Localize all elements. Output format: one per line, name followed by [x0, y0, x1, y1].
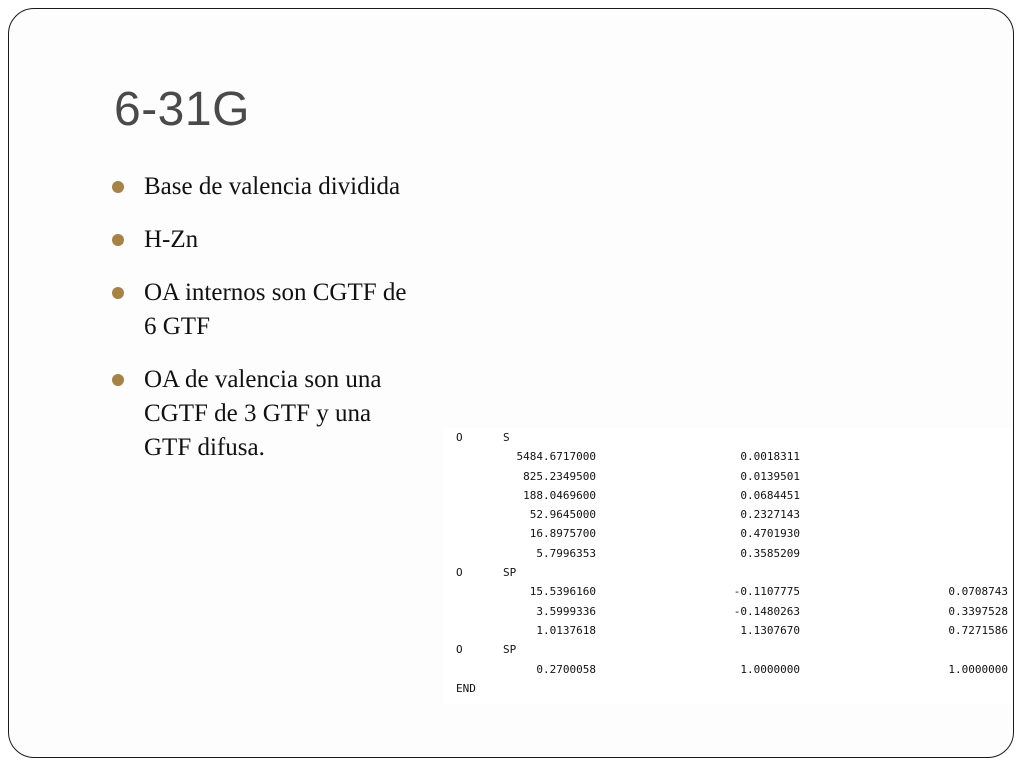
primitive-row [443, 582, 1012, 601]
bullet-item [110, 170, 510, 204]
coefficient: 0.2327143 [740, 508, 800, 522]
primitive-row [443, 505, 1012, 524]
bullet-text: Base de valencia dividida [144, 173, 401, 200]
bullet-item [110, 276, 510, 344]
primitive-row [443, 544, 1012, 563]
shell-type: SP [503, 566, 517, 580]
shell-atom: O [456, 431, 463, 444]
primitive-row [443, 602, 1012, 621]
bullet-dot-icon [112, 287, 124, 299]
slide-title: 6-31G [114, 83, 250, 136]
shell-type: S [503, 431, 510, 444]
coefficient: -0.1480263 [733, 604, 800, 618]
exponent: 0.2700058 [536, 662, 596, 676]
shell-atom: O [456, 566, 463, 580]
bullet-text: 6 GTF [144, 313, 210, 340]
exponent: 52.9645000 [529, 508, 596, 522]
bullet-dot-icon [112, 374, 124, 386]
primitive-row [443, 467, 1012, 486]
coefficient: 0.4701930 [740, 527, 800, 541]
bullet-dot-icon [112, 234, 124, 246]
coefficient: 0.0684451 [740, 488, 800, 502]
coefficient-p: 0.3397528 [948, 604, 1008, 618]
exponent: 16.8975700 [529, 527, 596, 541]
primitive-row [443, 486, 1012, 505]
exponent: 188.0469600 [523, 488, 596, 502]
basis-set-listing [443, 428, 1012, 704]
bullet-text: GTF difusa. [144, 434, 265, 461]
shell-header [443, 428, 1012, 447]
coefficient-p: 0.7271586 [948, 623, 1008, 637]
shell-type: SP [503, 643, 517, 657]
primitive-row [443, 447, 1012, 466]
exponent: 15.5396160 [529, 585, 596, 599]
bullet-dot-icon [112, 181, 124, 193]
shell-header [443, 640, 1012, 659]
bullet-text: H-Zn [144, 226, 199, 253]
primitive-row [443, 621, 1012, 640]
exponent: 825.2349500 [523, 469, 596, 483]
bullet-text: CGTF de 3 GTF y una [144, 400, 372, 427]
coefficient: 1.1307670 [740, 623, 800, 637]
bullet-text: OA de valencia son una [144, 366, 382, 393]
bullet-text: OA internos son CGTF de [144, 279, 407, 306]
shell-header [443, 563, 1012, 582]
exponent: 5.7996353 [536, 546, 596, 560]
coefficient: 0.0139501 [740, 469, 800, 483]
exponent: 1.0137618 [536, 623, 596, 637]
primitive-row [443, 524, 1012, 543]
primitive-row [443, 660, 1012, 679]
bullet-item [110, 223, 510, 257]
coefficient: -0.1107775 [733, 585, 800, 599]
coefficient: 1.0000000 [740, 662, 800, 676]
end-row [443, 679, 1012, 698]
exponent: 5484.6717000 [516, 450, 596, 464]
shell-atom: O [456, 643, 463, 657]
exponent: 3.5999336 [536, 604, 596, 618]
coefficient: 0.3585209 [740, 546, 800, 560]
coefficient: 0.0018311 [740, 450, 800, 464]
coefficient-p: 0.0708743 [948, 585, 1008, 599]
end-label: END [456, 681, 476, 695]
coefficient-p: 1.0000000 [948, 662, 1008, 676]
